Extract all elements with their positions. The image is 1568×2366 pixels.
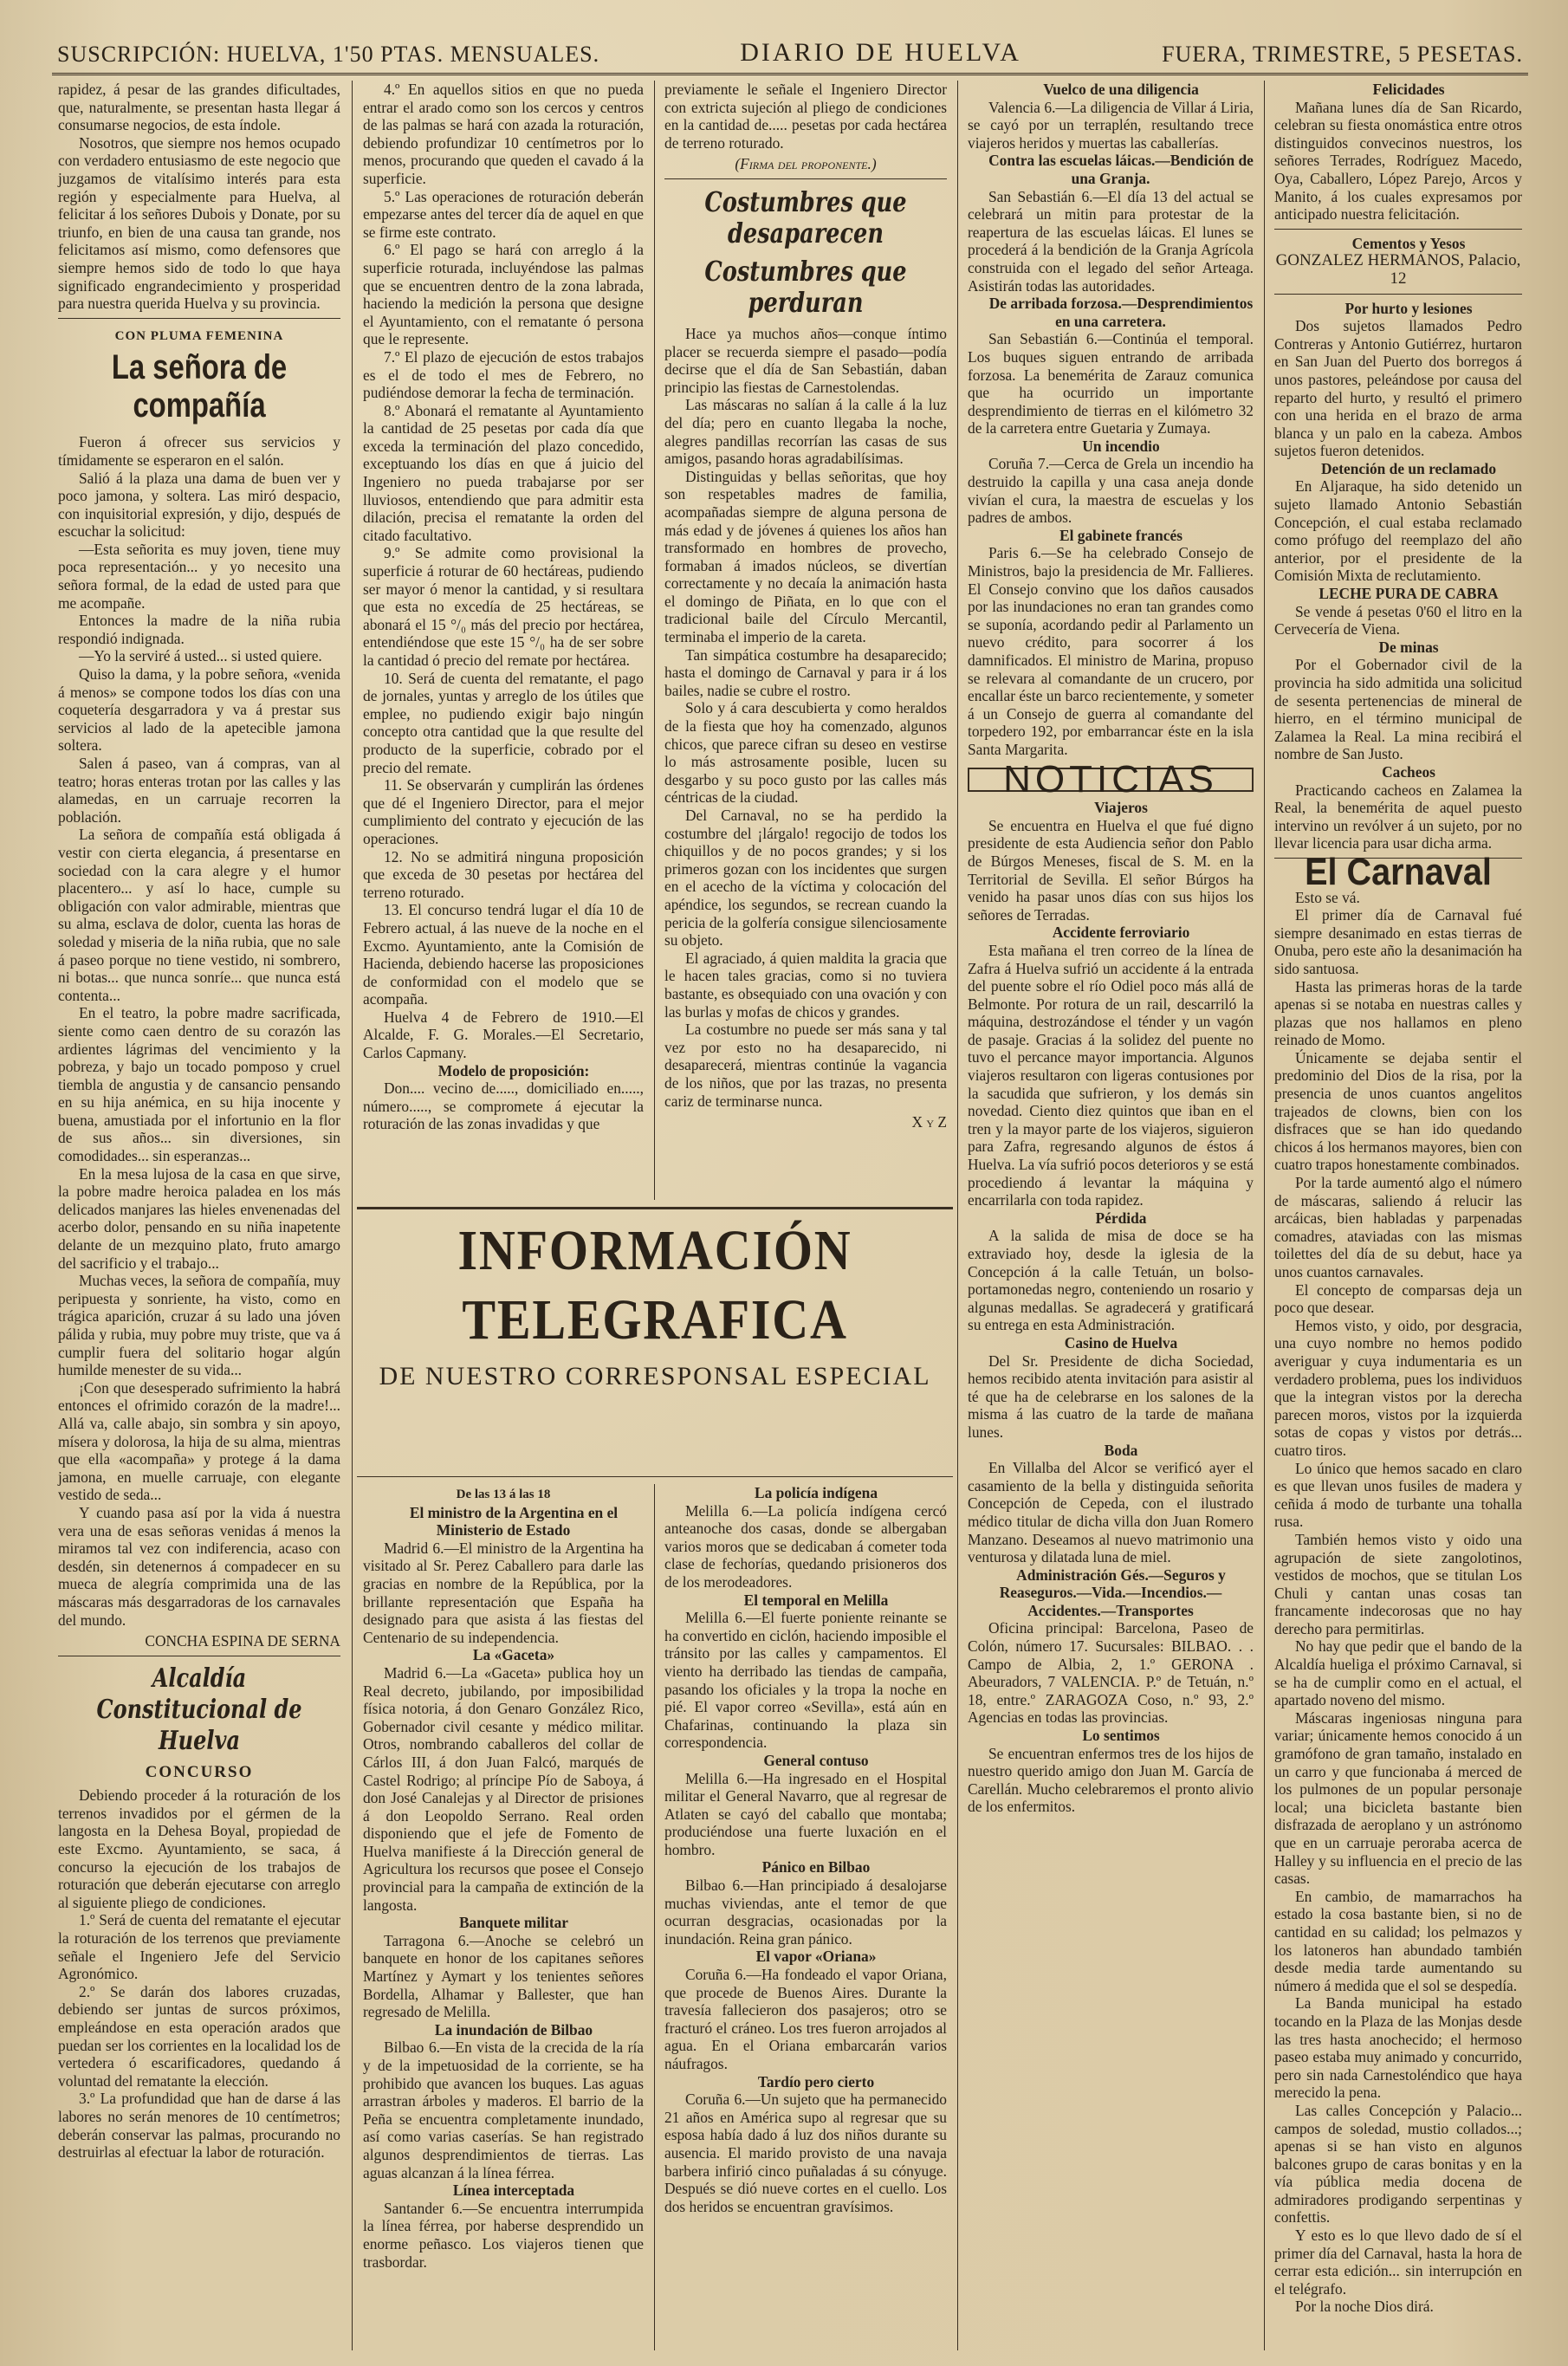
paragraph: La Banda municipal ha estado tocando en la Plaza de las Monjas desde las tres hasta anochecido; el hermoso paseo estaba muy animado y concurrido, pero sin nada Carnestoléndico que haya merecido la pena. [1274, 1994, 1522, 2102]
paragraph: Debiendo proceder á la roturación de los terrenos invadidos por el gérmen de la langosta en la Dehesa Boyal, propiedad de este Excmo. Ayuntamiento, se saca, á concurso la ejecución de los trabajos de roturación que deberán ejecutarse con arreglo al siguiente pliego de condiciones. [58, 1786, 340, 1911]
article-signature: X y Z [911, 1113, 947, 1131]
section-kicker: CON PLUMA FEMENINA [114, 328, 284, 343]
columns [52, 81, 1528, 2350]
paragraph: Y cuando pasa así por la vida á nuestra vera una de esas señoras venidas á menos la miramos tal vez con indiferencia, acaso con desdén, sin detenernos á compadecer en su mueca de alegría comprimida una de las máscaras más desgarradoras de los carnavales del mundo. [58, 1503, 340, 1629]
paragraph: 6.º El pago se hará con arreglo á la superficie roturada, incluyéndose las palmas que se encuentren dentro de la zona labrada, haciendo la medición la persona que designe el Ayuntamiento, con el rematante ó persona que le represente. [363, 241, 644, 348]
paragraph: Nosotros, que siempre nos hemos ocupado con verdadero entusiasmo de este negocio que juzgamos de vitalísimo interés para esta región y especialmente para Huelva, al felicitar á los señores Dubois y Donate, por su triunfo, en bien de una causa tan grande, nos felicitamos así mismo, como defensores que siempre hemos sido de todo lo que haya significado engrandecimiento y prosperidad para nuestra querida Huelva y su provincia. [58, 133, 340, 313]
paragraph: El concepto de comparsas deja un poco que desear. [1274, 1280, 1522, 1317]
divider [58, 318, 340, 319]
item-heading: La inundación de Bilbao [434, 2020, 593, 2039]
item-text: Bilbao 6.—Han principiado á desalojarse muchas viviendas, ante el temor de que ocurran desgracias, ocasionadas por la inundación. Reina gran pánico. [664, 1877, 947, 1948]
item-text: Dos sujetos llamados Pedro Contreras y Antonio Gutiérrez, hurtaron en San Juan del Puerto dos borregos á unos pastores, peleándose por causa del reparto del hurto, y resultó el primero con una herida en el brazo de arma blanca y un palo en la cabeza. Ambos sujetos fueron detenidos. [1274, 317, 1522, 460]
paragraph: 2.º Se darán dos labores cruzadas, debiendo ser juntas de surcos próximos, empleándose en esta operación arados que puedan ser los corrientes en la localidad los de vertedera ó escarificadores, quedando á voluntad del rematante la elección. [58, 1982, 340, 2090]
item-heading: Línea interceptada [452, 2181, 575, 2200]
column-2 [357, 81, 650, 1200]
paragraph: Las máscaras no salían á la calle á la luz del día; pero en cuanto llegaba la noche, alegres pandillas recorrían las casas de sus amigos, pasando horas agradabilísimas. [664, 396, 947, 468]
ad-title: Cementos y Yesos [1351, 234, 1466, 252]
item-text: Oficina principal: Barcelona, Paseo de Colón, número 17. Sucursales: BILBAO. . . Campo de Albia, 2, 1.º GERONA . Abeuradors, 7 VALENCIA. P.º de Tetuán, n.º 18, entre.º ZARAGOZA Coso, n.º 93, 2.º Agencias en todas las provincias. [968, 1619, 1254, 1727]
paragraph: Muchas veces, la señora de compañía, muy peripuesta y sonriente, ha visto, como en trágica aparición, cruzar á su lado una jóven pálida y rubia, muy pobre muy triste, que va á cumplir fuera del solitario hogar algún humilde menester de su vida... [58, 1272, 340, 1379]
paragraph: 5.º Las operaciones de roturación deberán empezarse antes del tercer día de aquel en que se firme este contrato. [363, 187, 644, 241]
paragraph: 7.º El plazo de ejecución de estos trabajos es el de todo el mes de Febrero, no pudiéndose demorar la fecha de terminación. [363, 347, 644, 402]
item-text: San Sebastián 6.—El día 13 del actual se celebrará un mitin para protestar de la reapertura de las escuelas láicas. El lunes se procederá á la bendición de la Granja Agrícola construida con el legado del señor Arteaga. Asistirán todas las autoridades. [968, 187, 1254, 295]
news-list [1274, 300, 1522, 852]
paragraph: Salen á paseo, van á compras, van al teatro; horas enteras trotan por las calles y las alamedas, en un carruaje recorren la población. [58, 755, 340, 826]
item-text: Del Sr. Presidente de dicha Sociedad, hemos recibido atenta invitación para asistir al té que ha de celebrarse en los salones de la misma á las cuatro de la tarde de mañana lunes. [968, 1352, 1254, 1441]
paragraph: Hemos visto, y oido, por desgracia, una cuyo nombre no hemos podido averiguar y cuya indumentaria es un verdadero problema, pues los individuos que la integran vistos por la derecha parecen moros, vistos por la izquierda sotas de copas y vistos por detrás... cuatro tiros. [1274, 1316, 1522, 1459]
paragraph: Tan simpática costumbre ha desaparecido; hasta el domingo de Carnaval y para ir á los bailes, nadie se cubre el rostro. [664, 645, 947, 699]
subscription-local: SUSCRIPCIÓN: HUELVA, 1'50 PTAS. MENSUALES. [57, 42, 600, 67]
item-text: Coruña 7.—Cerca de Grela un incendio ha destruido la capilla y una casa aneja donde vivían el cura, la maestra de escuelas y los padres de ambos. [968, 455, 1254, 527]
article-signature: CONCHA ESPINA DE SERNA [145, 1632, 340, 1650]
paragraph: En la mesa lujosa de la casa en que sirve, la pobre madre heroica paladea en los más delicados manjares las hieles envenenadas del acerbo dolor, pensando en su niña inapetente delante de un mezquino plato, fruto amargo del sacrificio y el trabajo... [58, 1164, 340, 1272]
item-heading: Accidente ferroviario [1052, 924, 1190, 942]
news-list [1274, 81, 1522, 224]
column-3 [658, 81, 953, 1200]
item-text: Coruña 6.—Un sujeto que ha permanecido 21 años en América supo al regresar que su esposa había dado á luz dos niños durante su ausencia. El marido provisto de una navaja barbera infirió cinco puñaladas á su cónyuge. Después se dió nueve cortes en el cuello. Los dos heridos se encuentran gravísimos. [664, 2091, 947, 2215]
paragraph: 4.º En aquellos sitios en que no pueda entrar el arado como son los cercos y centros de las palmas se hará con azada la roturación, debiendo profundizar 10 centímetros por lo menos, procurando que queden el cavado á la superficie. [363, 81, 644, 187]
column-rule [654, 81, 655, 1200]
item-heading: El temporal en Melilla [743, 1591, 889, 1609]
article-body [58, 433, 340, 1629]
item-text: En Aljaraque, ha sido detenido un sujeto llamado Antonio Sebastián Concepción, el cual estaba reclamado como prófugo del reemplazo del año anterior, por el presidente de la Comisión Mixta de reclutamiento. [1274, 477, 1522, 585]
paragraph: Por la noche Dios dirá. [1295, 2298, 1434, 2316]
paragraph: 11. Se observarán y cumplirán las órdenes que dé el Ingeniero Director, para el mejor cumplimiento del contrato y ejecución de las operaciones. [363, 776, 644, 847]
item-heading: La policía indígena [754, 1484, 878, 1501]
item-text: Valencia 6.—La diligencia de Villar á Liria, se cayó por un terraplén, resultando trece viajeros heridos y muertas las caballerías. [968, 98, 1254, 152]
item-text: Melilla 6.—El fuerte poniente reinante se ha convertido en ciclón, haciendo imposible el tránsito por las calles y campamentos. El viento ha derribado las tiendas de campaña, pasando los oficiales y la tropa la noche en pié. El vapor correo «Sevilla», está aún en Chafarinas, continuando la plaza sin correspondencia. [664, 1609, 947, 1752]
item-heading: Pérdida [1095, 1209, 1147, 1227]
paragraph: Quiso la dama, y la pobre señora, «venida á menos» se compone todos los días con una coquetería desgarradora y va á prestar sus servicios al lado de la apetecible jamona soltera. [58, 665, 340, 755]
noticias-heading: NOTICIAS [968, 768, 1254, 793]
paragraph: 1.º Será de cuenta del rematante el ejecutar la roturación de los terrenos que previamente señale el Ingeniero Jefe del Servicio Agronómico. [58, 1911, 340, 1983]
subscription-outside: FUERA, TRIMESTRE, 5 PESETAS. [1162, 42, 1523, 67]
item-text: Madrid 6.—La «Gaceta» publica hoy un Real decreto, jubilando, por imposibilidad física notoria, á don Genaro González Rico, Gobernador civil cesante y médico militar. Otros, nombrando caballeros del collar de Cárlos III, á don Juan Falcó, marqués de Castel Rodrigo; al príncipe Pío de Saboya, á don José Canalejas y al Director de prisiones á don Leopoldo Serrano. Real orden disponiendo que el jefe de Fomento de Huelva manifieste á la Dirección general de Agricultura los recursos que posee el Consejo provincial para la campaña de extinción de la langosta. [363, 1663, 644, 1914]
article-title: El Carnaval [1305, 850, 1492, 893]
item-text: Coruña 6.—Ha fondeado el vapor Oriana, que procede de Buenos Aires. Durante la travesía fallecieron dos pasajeros; otro se fracturó el cráneo. Los tres fueron arrojados al agua. En el Oriana embarcarán varios náufragos. [664, 1966, 947, 2072]
paragraph: 3.º La profundidad que han de darse á las labores no serán menores de 10 centímetros; deberán conservar las palmas, procurando no destruirlas al efectuar la labor de roturación. [58, 2090, 340, 2162]
item-text: Se vende á pesetas 0'60 el litro en la Cervecería de Viena. [1274, 602, 1522, 638]
telegram-list [664, 1484, 947, 2215]
paragraph: —Esta señorita es muy joven, tiene muy poca representación... y yo necesito una señora formal, de la edad de usted para que me acompañe. [58, 540, 340, 612]
paragraph: Entonces la madre de la niña rubia respondió indignada. [58, 612, 340, 647]
paragraph: No hay que pedir que el bando de la Alcaldía hueliga el próximo Carnaval, si se ha de cumplir como en el actual, el apartado noveno del mismo. [1274, 1637, 1522, 1709]
item-heading: Administración Gés.—Seguros y Reaseguros.—Vida.—Incendios.—Accidentes.—Transportes [999, 1565, 1226, 1619]
telegraphic-title: INFORMACIÓN TELEGRAFICA [457, 1219, 852, 1352]
paragraph: 13. El concurso tendrá lugar el día 10 de Febrero actual, á las nueve de la noche en el Excmo. Ayuntamiento, ante la Comisión de Hacienda, debiendo hacerse las proposiciones de conformidad con el modelo que se acompaña. [363, 901, 644, 1008]
paragraph: En cambio, de mamarrachos ha estado la cosa bastante bien, si no de cantidad en su calidad; los pelmazos y los latoneros han abundado también desde media tarde aumentando su número á medida que el sol se despedía. [1274, 1887, 1522, 1994]
column-rule [352, 81, 353, 2350]
divider [664, 178, 947, 179]
item-heading: Pánico en Bilbao [761, 1858, 871, 1877]
paragraph: Hasta las primeras horas de la tarde apenas si se notaba en nuestras calles y plazas que nos hallamos en pleno reinado de Momo. [1274, 977, 1522, 1049]
column-3-telegrams [658, 1484, 953, 2350]
paragraph: 12. No se admitirá ninguna proposición que exceda de 30 pesetas por hectárea del terreno roturado. [363, 847, 644, 901]
item-heading: Un incendio [1082, 437, 1160, 455]
paragraph: Las calles Concepción y Palacio... campos de soledad, mustio collados...; apenas si se han visto en algunos balcones grupo de caras bonitas y en la vía pública media docena de admiradores prodigando serpentinas y confettis. [1274, 2101, 1522, 2227]
item-heading: El ministro de la Argentina en el Ministerio de Estado [409, 1503, 619, 1540]
item-heading: Banquete militar [458, 1914, 569, 1932]
paragraph: ¡Con que desesperado sufrimiento la habrá entonces el ofrimido corazón de la madre!... Allá va, calle abajo, sin sombra y sin apoyo, mísera y dolorosa, la hija de su alma, mientras que ella «acompaña» y protege á la dama jamona, en muelle carruaje, con elegante vestido de seda... [58, 1378, 340, 1504]
item-text: Esta mañana el tren correo de la línea de Zafra á Huelva sufrió un accidente á la entrada del puente sobre el río Odiel poco más allá de Belmonte. Por rotura de un rail, descarriló la máquina, destrozándose el ténder y un vagón de pasaje. Gracias á la solidez del puente no tuvo el percance mayor importancia. Algunos viajeros resultaron con ligeras contusiones por la sacudida que sufrieron, y los demás sin novedad. Ciento diez quintos que iban en el tren y la mayor parte de los viajeros, siguieron para Zafra, regresando algunos de éstos á Huelva. La vía sufrió pocos deterioros y se está procediendo á levantar la máquina y encarrilarla con toda rapidez. [968, 941, 1254, 1209]
column-rule [654, 1484, 655, 2350]
item-text: Se encuentra en Huelva el que fué digno presidente de esta Audiencia señor don Pablo de Búrgos Meneses, fiscal de S. M. en la Territorial de Sevilla. El señor Búrgos ha venido ha pasar unos días con sus hijos los señores de Terradas. [968, 816, 1254, 924]
article-body [1274, 889, 1522, 2317]
item-text: Madrid 6.—El ministro de la Argentina ha visitado al Sr. Perez Caballero para darle las gracias en nombre de la República, por la brillante representación que España ha designado para que asista á las fiestas del Centenario de su independencia. [363, 1539, 644, 1646]
column-1 [52, 81, 347, 2350]
telegram-list [968, 81, 1254, 759]
item-text: Melilla 6.—Ha ingresado en el Hospital militar el General Navarro, que al regresar de Atlaten se cayó del caballo que montaba; produciéndose una fuerte luxación en el hombro. [664, 1769, 947, 1858]
article-body [664, 325, 947, 1110]
article-title: Alcaldía Constitucional de Huelva [96, 1663, 302, 1756]
item-heading: Vuelco de una diligencia [1043, 81, 1199, 98]
article-body [363, 81, 644, 1062]
item-heading: Felicidades [1372, 81, 1445, 98]
item-text: En Villalba del Alcor se verificó ayer el casamiento de la bella y distinguida señorita Concepción de Cepeda, con el ilustrado médico titular de dicha villa don Juan Romero Manzano. Deseamos al nuevo matrimonio una venturosa y dilatada luna de miel. [968, 1459, 1254, 1566]
item-text: Santander 6.—Se encuentra interrumpida la línea férrea, por haberse desprendido un enorme peñasco. Los viajeros tienen que trasbordar. [363, 2199, 644, 2271]
column-2-telegrams [357, 1484, 650, 2350]
article-subtitle: CONCURSO [145, 1762, 254, 1781]
paragraph: Fueron á ofrecer sus servicios y tímidamente se esperaron en el salón. [58, 433, 340, 469]
paragraph: También hemos visto y oido una agrupación de siete zangolotinos, vestidos de mochos, que se titulan Los Chuli y cantan unas cosas tan francamente indecorosas que no hay derecho para permitirlas. [1274, 1530, 1522, 1637]
telegraphic-header [357, 1207, 953, 1477]
paragraph: rapidez, á pesar de las grandes dificultades, que, naturalmente, se presentan hasta llegar á consumarse negocios, de esta índole. [58, 81, 340, 134]
paragraph: Don.... vecino de....., domiciliado en....., número....., se compromete á ejecutar la roturación de las zonas invadidas y que [363, 1079, 644, 1133]
article-body [58, 1786, 340, 2161]
item-text: A la salida de misa de doce se ha extraviado hoy, desde la iglesia de la Concepción á la calle Tetuán, un bolso-portamonedas negro, conteniendo un rosario y algunas medallas. Se agradecerá y gratificará su entrega en esta Administración. [968, 1227, 1254, 1334]
column-5 [1268, 81, 1528, 2350]
item-heading: Casino de Huelva [1064, 1333, 1178, 1352]
paragraph: Máscaras ingeniosas ninguna para variar; únicamente hemos conocido á un gramófono de gran tamaño, instalado en un carro y que funcionaba á merced de los pulmones de un popular personaje local; una bicicleta bastante bien disfrazada de aeroplano y un astrónomo que en un carruaje peroraba acerca de Halley y su influencia en el precio de las casas. [1274, 1708, 1522, 1888]
paragraph: La costumbre no puede ser más sana y tal vez por esto no ha desaparecido, ni desaparecerá, mientras continúe la vagancia de los niños, que por las trazas, no presenta cariz de terminarse nunca. [664, 1021, 947, 1110]
newspaper-title: DIARIO DE HUELVA [740, 38, 1021, 67]
column-rule [957, 81, 958, 2350]
dateline: De las 13 á las 18 [456, 1488, 551, 1501]
signature: (Firma del proponente.) [735, 155, 877, 173]
item-text: Paris 6.—Se ha celebrado Consejo de Ministros, bajo la presidencia de Mr. Fallieres. El Consejo convino que los daños causados por las inundaciones no eran tan grandes como se suponía, acordando pedir al Parlamento un nuevo crédito, para socorrer á los damnificados. El ministro de Marina, propuso se relevara al comandante de un crucero, por encallar éste un barco recientemente, y someter á un Consejo de guerra al comandante del torpedero 192, por embarrancar éste en la isla Santa Margarita. [968, 544, 1254, 758]
paragraph: 9.º Se admite como provisional la superficie á roturar de 60 hectáreas, pudiendo ser mayor ó menor la cantidad, y si resultara que esta no excedía de 25 hectáreas, se abonará el 15 °/₀ más del precio por hectárea, entendiéndose que este 15 °/₀ ha de ser sobre la cantidad ó precio del remate por hectárea. [363, 544, 644, 669]
item-heading: LECHE PURA DE CABRA [1319, 585, 1499, 603]
item-heading: General contuso [763, 1751, 869, 1769]
item-text: Tarragona 6.—Anoche se celebró un banquete en honor de los capitanes señores Martínez y Aymart y los tenientes señores Bordella, Alhamar y Ballester, que han regresado de Melilla. [363, 1931, 644, 2021]
column-rule [1264, 81, 1265, 2350]
item-heading: Por hurto y lesiones [1344, 299, 1473, 317]
paragraph: 8.º Abonará el rematante al Ayuntamiento la cantidad de 25 pesetas por cada día que exceda la terminación del plazo concedido, exceptuando los días en que á juicio del Ingeniero no pueda trabajarse por ser lluviosos, entendiendo que para admitir esta dilación, precisa el rematante la orden del citado facultativo. [363, 401, 644, 544]
telegram-list [363, 1504, 644, 2272]
item-heading: Detención de un reclamado [1320, 459, 1497, 477]
item-heading: Viajeros [1094, 799, 1148, 817]
item-heading: La «Gaceta» [472, 1646, 555, 1664]
paragraph: En el teatro, la pobre madre sacrificada, siente como caen dentro de su corazón las ardientes lágrimas del vencimiento y la pobreza, y bajo un tocado pomposo y cruel tiembla de angustia y de cansancio pensando en su hija anémica, en su hija inocente y buena, amustiada por el infortunio en la flor de sus años... sin diversiones, sin comodidades... sin esperanzas... [58, 1004, 340, 1165]
divider [1274, 229, 1522, 230]
news-list [968, 799, 1254, 1816]
item-heading: El gabinete francés [1059, 526, 1182, 544]
item-heading: El vapor «Oriana» [755, 1948, 877, 1966]
ad-line: GONZALEZ HERMANOS, Palacio, 12 [1275, 251, 1521, 288]
paragraph: Hace ya muchos años—conque íntimo placer se recuerda siempre el pasado—podía decirse que el día de San Sebastián, daban principio las fiestas de Carnestolendas. [664, 324, 947, 396]
paragraph: Lo único que hemos sacado en claro es que llevan unos fusiles de madera y ceñida á modo de turbante una tohalla rusa. [1274, 1459, 1522, 1531]
paragraph: Huelva 4 de Febrero de 1910.—El Alcalde, F. G. Morales.—El Secretario, Carlos Capmany. [363, 1008, 644, 1062]
paragraph: —Yo la serviré á usted... si usted quiere. [79, 647, 322, 665]
item-text: Bilbao 6.—En vista de la crecida de la ría y de la impetuosidad de la corriente, se ha prohibido que avancen los buques. Las aguas arrastran árboles y maderos. El barrio de la Peña se encuentra completamente inundado, así como varias caserías. Se han registrado algunos desprendimientos de tierras. Las aguas alcanzan á la línea férrea. [363, 2039, 644, 2181]
article-title: Costumbres que desaparecen [704, 185, 907, 250]
item-text: San Sebastián 6.—Continúa el temporal. Los buques siguen entrando de arribada forzosa. La benemérita de Zarauz comunica que ha ocurrido un importante desprendimiento de tierras en el kilómetro 32 de la carretera entre Guetaria y Zumaya. [968, 330, 1254, 438]
paragraph: Salió á la plaza una dama de buen ver y poco jamona, y soltera. Las miró despacio, con inquisitorial expresión, y dijo, después de escuchar la solicitud: [58, 469, 340, 541]
paragraph: Esto se vá. [1295, 888, 1360, 906]
paragraph: Y esto es lo que llevo dado de sí el primer día del Carnaval, hasta la hora de cerrar esta edición... sin interrupción en el telégrafo. [1274, 2227, 1522, 2298]
divider [1274, 294, 1522, 295]
masthead [52, 35, 1528, 75]
item-heading: Tardío pero cierto [757, 2072, 875, 2091]
item-text: Mañana lunes día de San Ricardo, celebran su fiesta onomástica entre otros distinguidos convecinos nuestros, los señores Terrades, Rodríguez Macedo, Oya, Caballero, López Parejo, Arcos y Manito, á los cuales expresamos por anticipado nuestra felicitación. [1274, 98, 1522, 224]
section-heading: Modelo de proposición: [437, 1061, 590, 1079]
item-heading: De arribada forzosa.—Desprendimientos en una carretera. [988, 295, 1254, 330]
item-text: Practicando cacheos en Zalamea la Real, la benemérita de aquel puesto intervino un revólver á un sujeto, por no llevar licencia para usar dicha arma. [1274, 781, 1522, 852]
item-heading: Lo sentimos [1082, 1727, 1160, 1745]
paragraph: Por la tarde aumentó algo el número de máscaras, saliendo á relucir las arcáicas, bien habladas y parpenadas comadres, ataviadas con las mismas toilettes del día de su debut, hace ya unos cuantos carnavales. [1274, 1174, 1522, 1280]
item-heading: Boda [1104, 1441, 1138, 1459]
paragraph: previamente le señale el Ingeniero Director con extricta sujeción al pliego de condiciones en la cantidad de..... pesetas por cada hectárea de terreno roturado. [664, 81, 947, 152]
column-4 [962, 81, 1260, 2350]
paragraph: Solo y á cara descubierta y como heraldos de la fiesta que hoy ha comenzado, algunos chicos, que parece cifran su deseo en vestirse lo más astrosamente posible, lucen su desgarbo y su poco gusto por las calles más céntricas de la ciudad. [664, 699, 947, 807]
item-text: Por el Gobernador civil de la provincia ha sido admitida una solicitud de sesenta pertenencias de mineral de hierro, en el término municipal de Zalamea la Real. La mina recibirá el nombre de San Justo. [1274, 656, 1522, 763]
paragraph: El agraciado, á quien maldita la gracia que le hacen tales gracias, como si no tuviera bastante, es obsequiado con una ovación y con las burlas y mofas de chicos y grandes. [664, 949, 947, 1021]
paragraph: 10. Será de cuenta del rematante, el pago de jornales, yuntas y arreglo de los útiles que emplee, no pudiendo exigir bajo ningún concepto otra cantidad que la que resulte del producto de la superficie, cobrado por el precio del remate. [363, 669, 644, 776]
paragraph: El primer día de Carnaval fué siempre desanimado en estas tierras de Onuba, pero este año la desanimación ha sido santuosa. [1274, 906, 1522, 977]
paragraph: La señora de compañía está obligada á vestir con cierta elegancia, á presentarse en sociedad con la cara alegre y el humor placentero... y así lo hace, cumple su obligación con valor admirable, mientras que su alma, esclava de dolor, cuenta las horas de soledad y miseria de la niña rubia, que no sale á paseo porque no tiene vestido, ni sombrero, ni botas... que nunca sonríe... que nunca está contenta... [58, 826, 340, 1004]
paragraph: Únicamente se dejaba sentir el predominio del Dios de la risa, por la presencia de unos cuantos angelitos trajeados de clowns, bien con los disfraces que se han ido quedando chicos á los hermanos mayores, bien con cuatro trapos honestamente combinados. [1274, 1048, 1522, 1174]
telegraphic-subtitle: DE NUESTRO CORRESPONSAL ESPECIAL [379, 1362, 931, 1390]
item-heading: Contra las escuelas láicas.—Bendición de una Granja. [988, 152, 1254, 187]
article-title: Costumbres que perduran [704, 254, 907, 319]
paragraph: Distinguidas y bellas señoritas, que hoy son respetables madres de familia, acompañadas siempre de alguna persona de más edad y de jóvenes á quienes los años han transformado en hombres de provecho, formaban á imados núcleos, se divertían correctamente y no decaía la animación hasta el domingo de Piñata, en lo que con el tradicional baile del Círculo Mercantil, terminaba el imperio de la careta. [664, 467, 947, 646]
item-heading: Cacheos [1382, 762, 1435, 781]
article-title: La señora de compañía [111, 348, 288, 425]
item-text: Se encuentran enfermos tres de los hijos de nuestro querido amigo don Juan M. García de Carellán. Mucho celebraremos el pronto alivio de los enfermitos. [968, 1744, 1254, 1816]
item-heading: De minas [1378, 638, 1439, 656]
item-text: Melilla 6.—La policía indígena cercó anteanoche dos casas, donde se albergaban varios moros que se dedicaban á cometer toda clase de fechorías, quedando prisioneros dos de los merodeadores. [664, 1501, 947, 1591]
paragraph: Del Carnaval, no se ha perdido la costumbre del ¡lárgalo! regocijo de todos los chiquillos y de no pocos grandes; y si los primeros gozan con los incidentes que surgen en el acecho de la víctima y colocación del apéndice, los segundos, se recrean cuando la pericia de la golfería consigue silenciosamente su objeto. [664, 807, 947, 950]
